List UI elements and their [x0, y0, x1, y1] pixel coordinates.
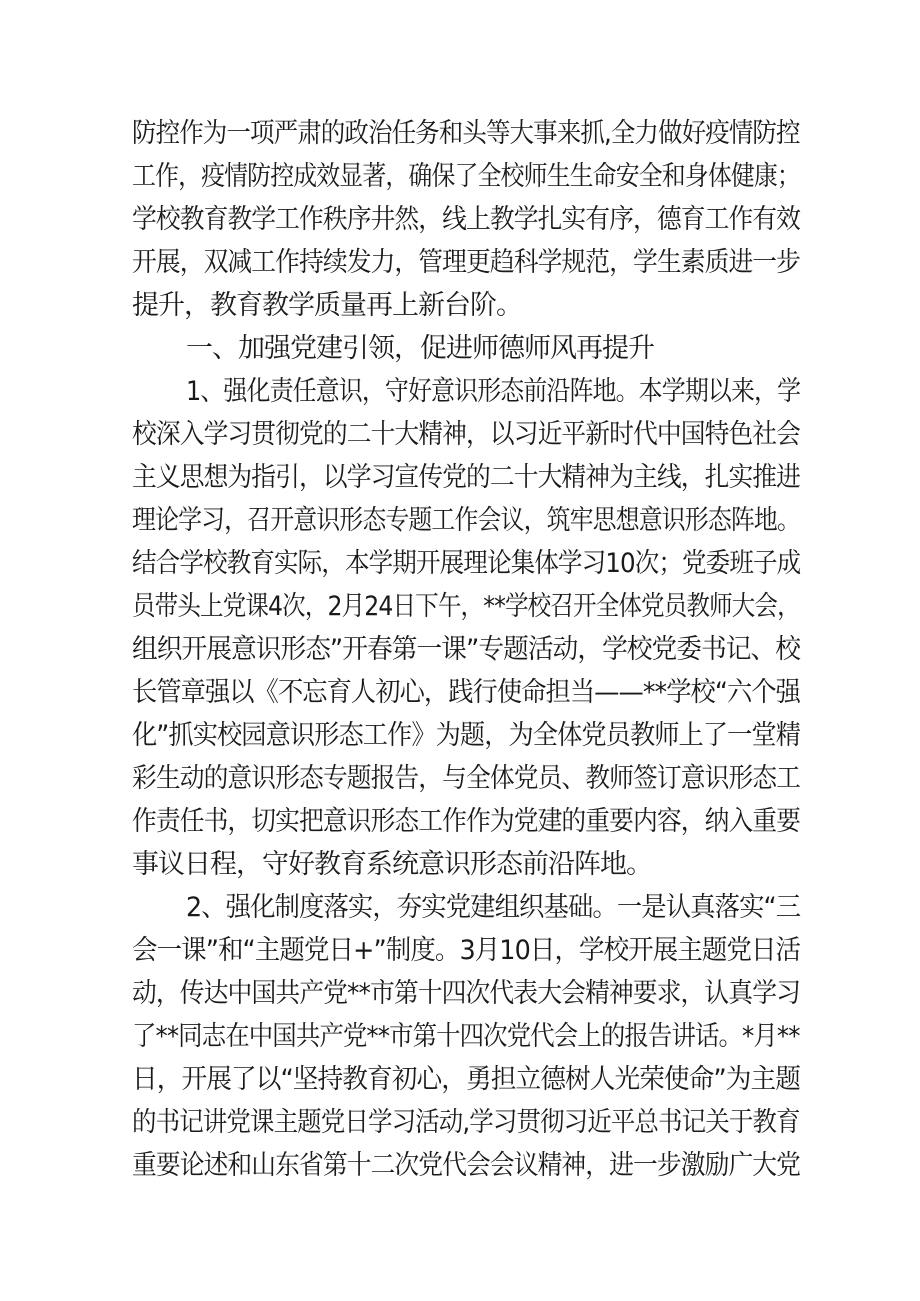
paragraph-line: 彩生动的意识形态专题报告，与全体党员、教师签订意识形态工 — [132, 763, 801, 794]
paragraph-line: 会一课”和“主题党日+”制度。3月10日，学校开展主题党日活 — [132, 935, 801, 966]
paragraph-line: 提升，教育教学质量再上新台阶。 — [132, 290, 522, 321]
paragraph-line: 长管章强以《不忘育人初心，践行使命担当——**学校“六个强 — [132, 677, 801, 708]
paragraph-line: 作责任书，切实把意识形态工作作为党建的重要内容，纳入重要 — [132, 806, 801, 837]
paragraph-line: 事议日程，守好教育系统意识形态前沿阵地。 — [132, 849, 652, 880]
paragraph-line: 了**同志在中国共产党**市第十四次党代会上的报告讲话。*月** — [132, 1021, 800, 1052]
paragraph-line: 2、强化制度落实，夯实党建组织基础。一是认真落实“三 — [186, 892, 801, 923]
paragraph-line: 化”抓实校园意识形态工作》为题，为全体党员教师上了一堂精 — [132, 720, 801, 751]
paragraph-line: 动，传达中国共产党**市第十四次代表大会精神要求，认真学习 — [132, 978, 800, 1009]
paragraph-line: 校深入学习贯彻党的二十大精神，以习近平新时代中国特色社会 — [132, 419, 801, 450]
paragraph-line: 学校教育教学工作秩序井然，线上教学扎实有序，德育工作有效 — [132, 204, 801, 235]
paragraph-line: 日，开展了以“坚持教育初心，勇担立德树人光荣使命”为主题 — [132, 1064, 801, 1095]
paragraph-line: 的书记讲党课主题党日学习活动,学习贯彻习近平总书记关于教育 — [132, 1107, 800, 1138]
paragraph-line: 工作，疫情防控成效显著，确保了全校师生生命安全和身体健康； — [132, 161, 800, 192]
paragraph-line: 结合学校教育实际，本学期开展理论集体学习10次；党委班子成 — [132, 548, 801, 579]
paragraph-line: 开展，双减工作持续发力，管理更趋科学规范，学生素质进一步 — [132, 247, 801, 278]
paragraph-line: 重要论述和山东省第十二次党代会会议精神，进一步激励广大党 — [132, 1150, 801, 1181]
paragraph-line: 员带头上党课4次，2月24日下午，**学校召开全体党员教师大会， — [132, 591, 800, 622]
paragraph-line: 1、强化责任意识，守好意识形态前沿阵地。本学期以来，学 — [186, 376, 801, 407]
paragraph-line: 主义思想为指引，以学习宣传党的二十大精神为主线，扎实推进 — [132, 462, 801, 493]
paragraph-line: 理论学习，召开意识形态专题工作会议，筑牢思想意识形态阵地。 — [132, 505, 800, 536]
paragraph-line: 防控作为一项严肃的政治任务和头等大事来抓,全力做好疫情防控 — [132, 118, 800, 149]
section-heading: 一、加强党建引领，促进师德师风再提升 — [186, 333, 654, 364]
paragraph-line: 组织开展意识形态”开春第一课”专题活动，学校党委书记、校 — [132, 634, 801, 665]
